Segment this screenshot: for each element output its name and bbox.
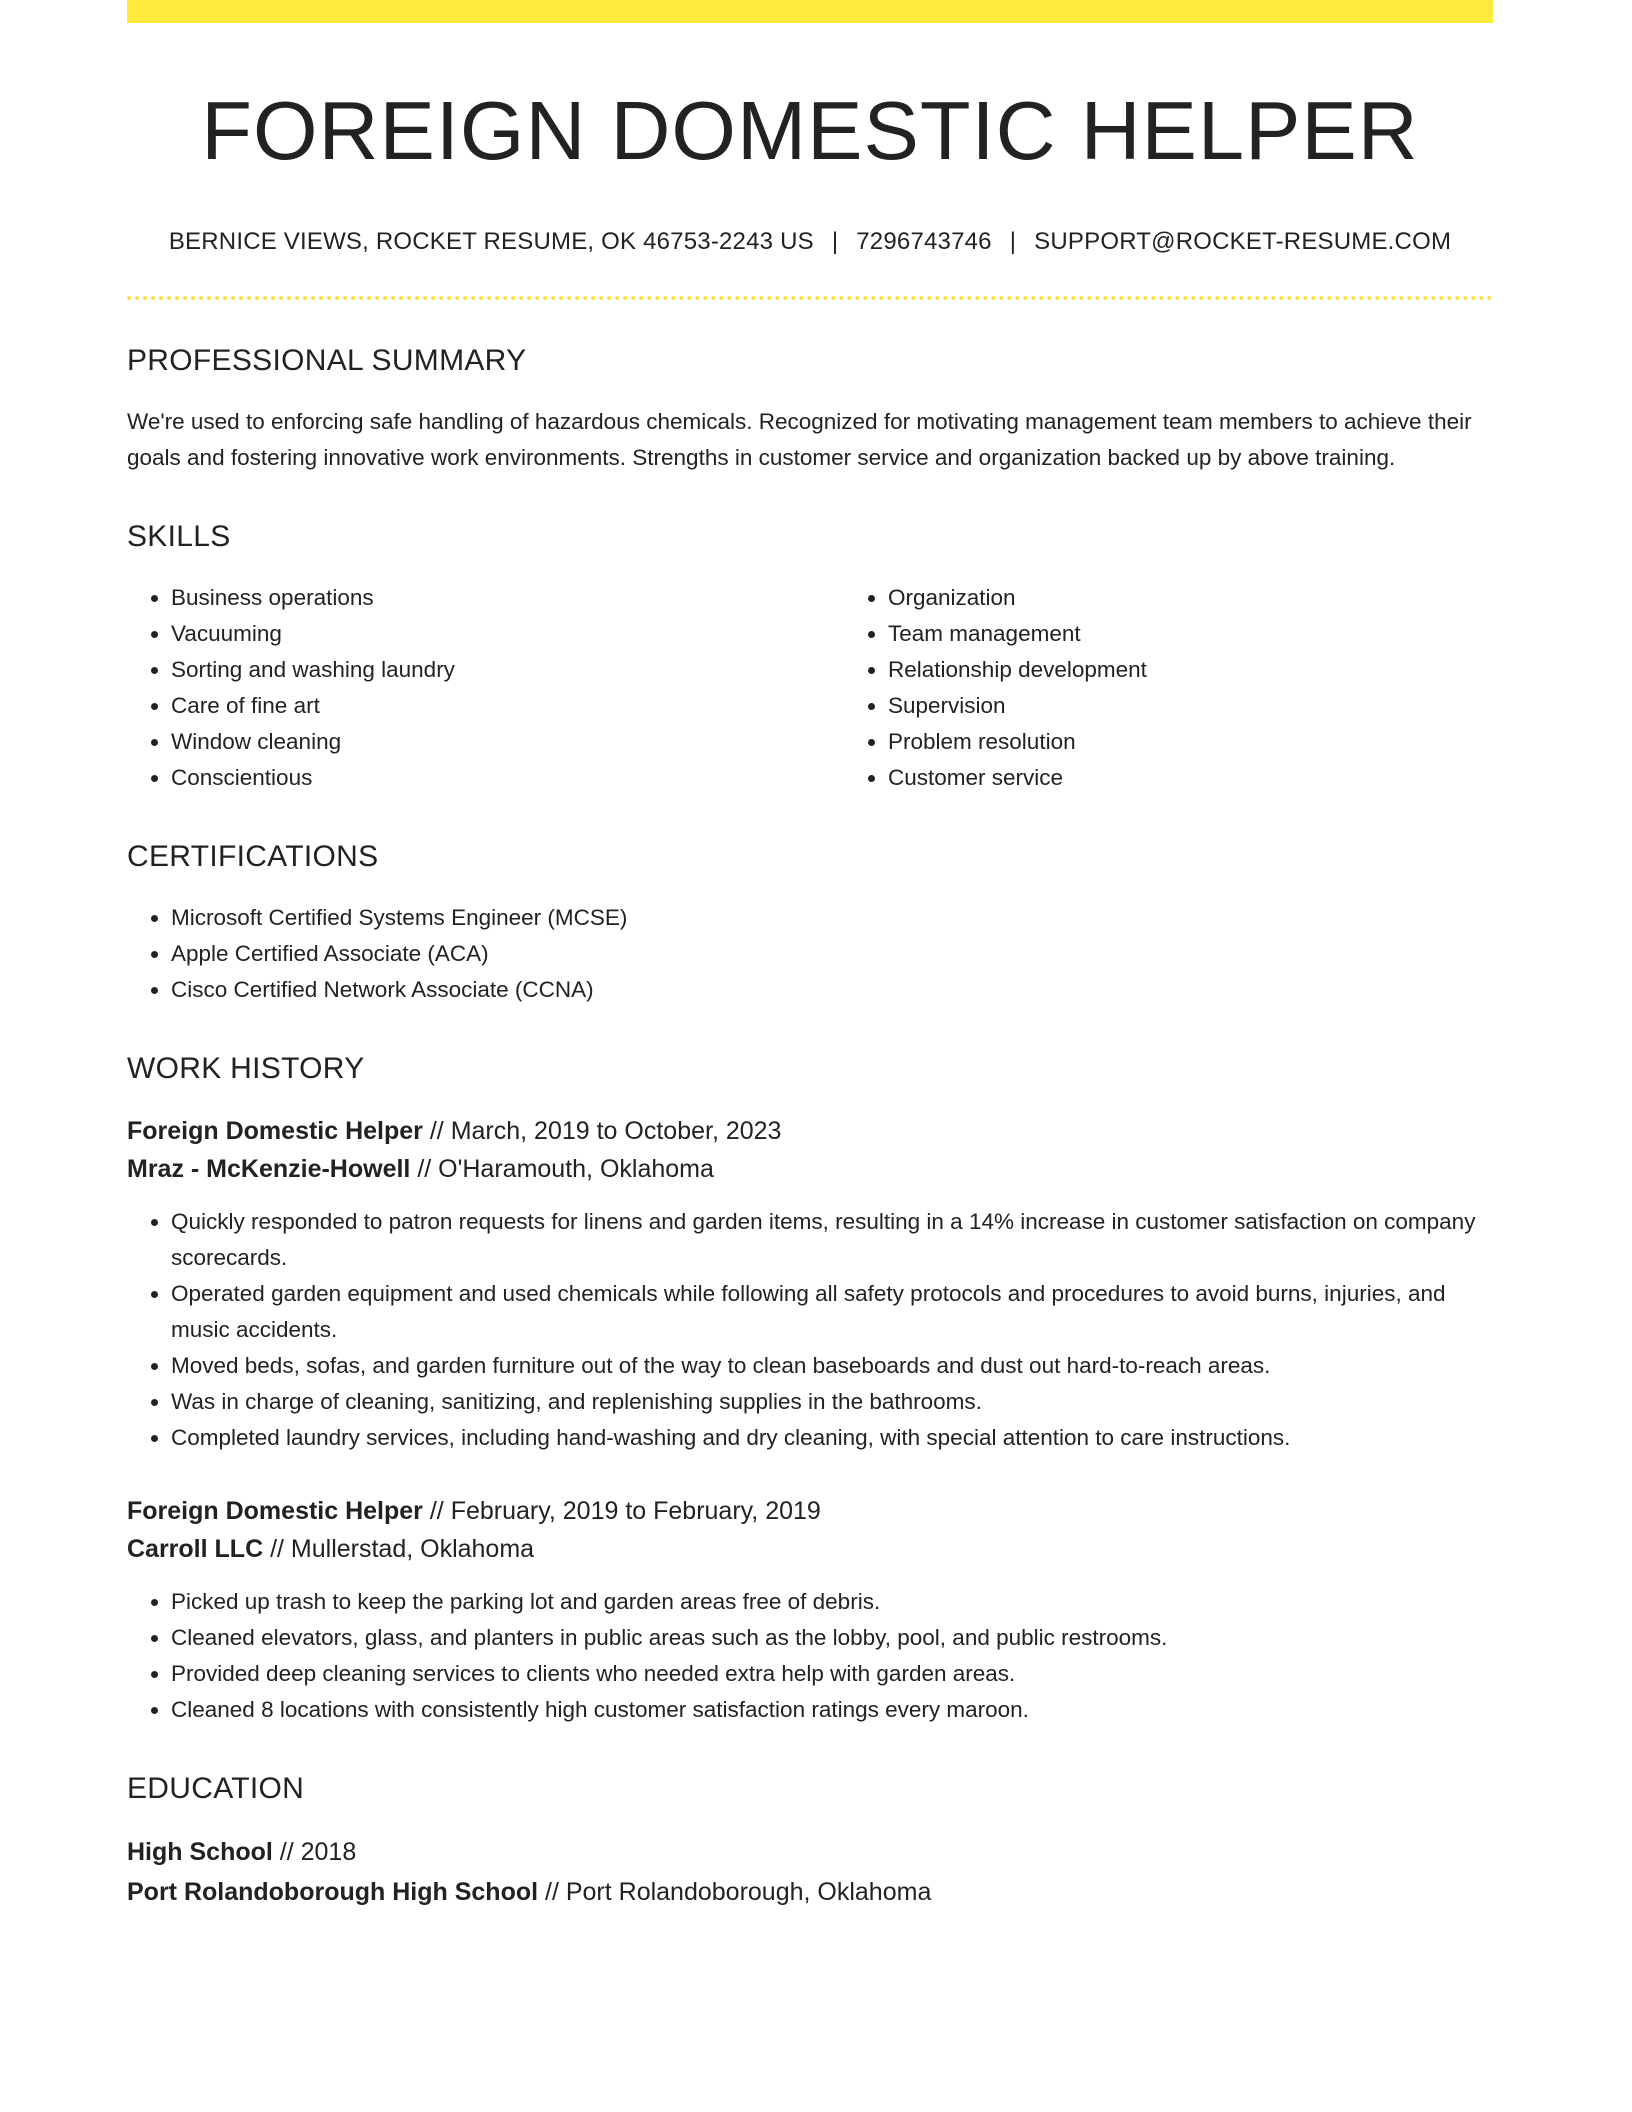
job-dates: // March, 2019 to October, 2023 bbox=[422, 1117, 782, 1146]
education-school: Port Rolandoborough High School bbox=[127, 1878, 539, 1907]
skill-item: • Problem resolution bbox=[888, 724, 1561, 760]
skills-column-left bbox=[127, 580, 844, 796]
education-location: // Port Rolandoborough, Oklahoma bbox=[538, 1878, 932, 1907]
job-title-line bbox=[127, 1112, 1493, 1150]
skill-item: • Vacuuming bbox=[171, 616, 844, 652]
job-role: Foreign Domestic Helper bbox=[127, 1497, 423, 1526]
certifications-heading: CERTIFICATIONS bbox=[127, 840, 379, 874]
contact-line bbox=[127, 228, 1493, 256]
top-accent-bar bbox=[127, 0, 1493, 23]
skill-item: • Team management bbox=[888, 616, 1561, 652]
job-header bbox=[127, 1492, 1493, 1568]
job-duty: • Was in charge of cleaning, sanitizing, and replenishing supplies in the bathrooms. bbox=[171, 1384, 1493, 1420]
job-duty: • Operated garden equipment and used chemicals while following all safety protocols and procedures to avoid burns, injuries, and music accidents. bbox=[171, 1276, 1493, 1348]
skill-item: • Care of fine art bbox=[171, 688, 844, 724]
education-degree-line bbox=[127, 1832, 1493, 1872]
job-entry bbox=[127, 1112, 1493, 1456]
job-location: // O'Haramouth, Oklahoma bbox=[410, 1155, 714, 1184]
job-duty: • Quickly responded to patron requests for linens and garden items, resulting in a 14% increase in customer satisfaction on company scorecards. bbox=[171, 1204, 1493, 1276]
skill-item: • Conscientious bbox=[171, 760, 844, 796]
certification-item: • Apple Certified Associate (ACA) bbox=[171, 936, 1493, 972]
skill-item: • Supervision bbox=[888, 688, 1561, 724]
contact-separator: | bbox=[831, 228, 839, 256]
summary-heading: PROFESSIONAL SUMMARY bbox=[127, 344, 527, 378]
header-divider bbox=[127, 296, 1493, 300]
job-company: Carroll LLC bbox=[127, 1535, 264, 1564]
education-year: // 2018 bbox=[272, 1838, 357, 1867]
summary-text: We're used to enforcing safe handling of hazardous chemicals. Recognized for motivating management team members to achieve their goals and fostering innovative work environments. Strengths in customer service and organization backed up by above training. bbox=[127, 409, 1472, 471]
job-entry bbox=[127, 1492, 1493, 1728]
contact-separator: | bbox=[1009, 228, 1017, 256]
education-degree: High School bbox=[127, 1838, 273, 1867]
job-company: Mraz - McKenzie-Howell bbox=[127, 1155, 411, 1184]
job-duties-list bbox=[127, 1584, 1493, 1728]
skill-item: • Relationship development bbox=[888, 652, 1561, 688]
contact-email: SUPPORT@ROCKET-RESUME.COM bbox=[1034, 228, 1452, 256]
skills-list bbox=[127, 580, 1493, 796]
job-duty: • Picked up trash to keep the parking lot and garden areas free of debris. bbox=[171, 1584, 1493, 1620]
education-school-line bbox=[127, 1872, 1493, 1912]
certifications-list bbox=[127, 900, 1493, 1008]
job-role: Foreign Domestic Helper bbox=[127, 1117, 423, 1146]
job-company-line bbox=[127, 1150, 1493, 1188]
job-header bbox=[127, 1112, 1493, 1188]
job-title-line bbox=[127, 1492, 1493, 1530]
resume-page bbox=[127, 0, 1493, 1912]
job-duty: • Cleaned 8 locations with consistently high customer satisfaction ratings every maroon. bbox=[171, 1692, 1493, 1728]
job-duty: • Cleaned elevators, glass, and planters in public areas such as the lobby, pool, and public restrooms. bbox=[171, 1620, 1493, 1656]
skill-item: • Customer service bbox=[888, 760, 1561, 796]
skills-heading: SKILLS bbox=[127, 520, 231, 554]
work-history-heading: WORK HISTORY bbox=[127, 1052, 365, 1086]
contact-phone: 7296743746 bbox=[856, 228, 992, 256]
education-heading: EDUCATION bbox=[127, 1772, 305, 1806]
job-duty: • Provided deep cleaning services to clients who needed extra help with garden areas. bbox=[171, 1656, 1493, 1692]
job-duty: • Completed laundry services, including hand-washing and dry cleaning, with special attention to care instructions. bbox=[171, 1420, 1493, 1456]
job-location: // Mullerstad, Oklahoma bbox=[263, 1535, 535, 1564]
skill-item: • Sorting and washing laundry bbox=[171, 652, 844, 688]
contact-address: BERNICE VIEWS, ROCKET RESUME, OK 46753-2243 US bbox=[168, 228, 814, 256]
job-duty: • Moved beds, sofas, and garden furniture out of the way to clean baseboards and dust out hard-to-reach areas. bbox=[171, 1348, 1493, 1384]
certification-item: • Cisco Certified Network Associate (CCNA) bbox=[171, 972, 1493, 1008]
education-entry bbox=[127, 1832, 1493, 1912]
job-duties-list bbox=[127, 1204, 1493, 1456]
skills-column-right bbox=[844, 580, 1561, 796]
certification-item: • Microsoft Certified Systems Engineer (MCSE) bbox=[171, 900, 1493, 936]
skill-item: • Business operations bbox=[171, 580, 844, 616]
skill-item: • Window cleaning bbox=[171, 724, 844, 760]
resume-name-title: FOREIGN DOMESTIC HELPER bbox=[201, 84, 1419, 177]
skill-item: • Organization bbox=[888, 580, 1561, 616]
job-dates: // February, 2019 to February, 2019 bbox=[422, 1497, 821, 1526]
job-company-line bbox=[127, 1530, 1493, 1568]
